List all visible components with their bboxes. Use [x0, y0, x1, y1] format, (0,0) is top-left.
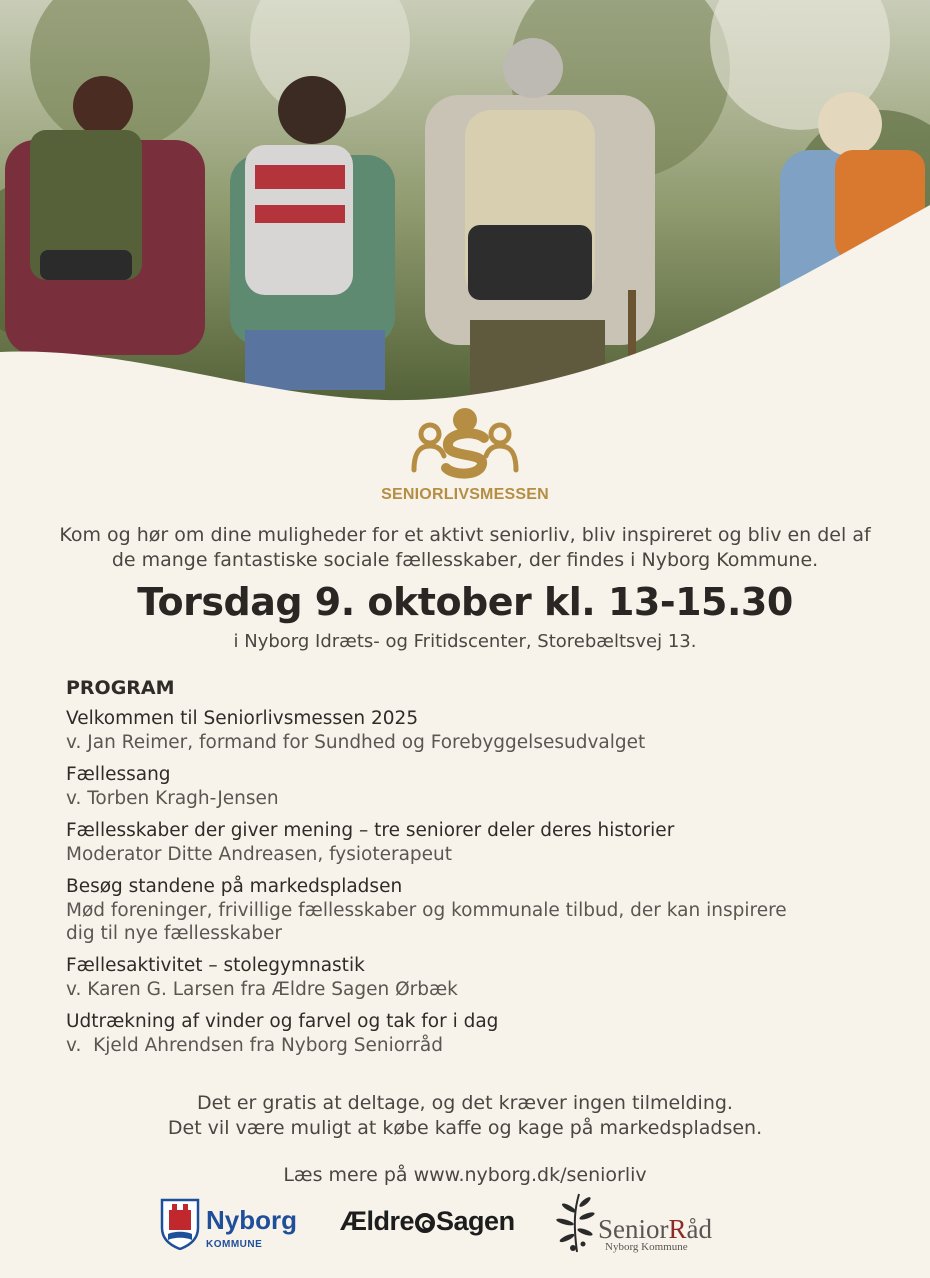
seniorraad-name-part1: Senior: [598, 1214, 669, 1244]
sagen-text: Sagen: [436, 1206, 515, 1236]
seniorlivsmessen-emblem-icon: [410, 404, 520, 480]
nyborg-shield-icon: [160, 1198, 200, 1250]
seniorraad-logo: [553, 1192, 743, 1258]
program-item-subtitle: Moderator Ditte Andreasen, fysioterapeut: [66, 844, 453, 865]
seniorraad-name-r: R: [668, 1214, 687, 1244]
program-item-title: Fællessang: [66, 764, 171, 785]
logo-text: SENIORLIVSMESSEN: [381, 486, 549, 503]
aeldre-sagen-ring-icon: [415, 1213, 435, 1233]
read-more-link[interactable]: Læs mere på www.nyborg.dk/seniorliv: [283, 1164, 647, 1186]
program-section: [66, 677, 886, 1066]
nyborg-kommune-logo: [160, 1198, 320, 1254]
intro-line-2: de mange fantastiske sociale fællesskaber, der findes i Nyborg Kommune.: [111, 549, 819, 571]
program-item-title: Velkommen til Seniorlivsmessen 2025: [66, 708, 419, 729]
program-item-subtitle: Mød foreninger, frivillige fællesskaber og kommunale tilbud, der kan inspirere dig til nye fællesskaber: [66, 900, 787, 944]
seniorraad-sub: Nyborg Kommune: [605, 1241, 688, 1253]
program-item-title: Besøg standene på markedspladsen: [66, 876, 403, 897]
olive-branch-icon: [553, 1192, 603, 1258]
aeldre-sagen-logo: [340, 1206, 530, 1246]
program-item: [66, 819, 886, 866]
program-item-subtitle: v. Kjeld Ahrendsen fra Nyborg Seniorråd: [66, 1035, 443, 1056]
program-item-subtitle: v. Jan Reimer, formand for Sundhed og Forebyggelsesudvalget: [66, 732, 646, 753]
program-title: PROGRAM: [66, 677, 175, 699]
intro-line-1: Kom og hør om dine muligheder for et aktivt seniorliv, bliv inspireret og bliv en del af: [59, 524, 871, 546]
program-item: [66, 763, 886, 810]
nyborg-name: Nyborg: [206, 1205, 297, 1235]
footer-line-1: Det er gratis at deltage, og det kræver ingen tilmelding.: [197, 1092, 733, 1114]
program-item-subtitle: v. Karen G. Larsen fra Ældre Sagen Ørbæk: [66, 979, 458, 1000]
footer-note: [0, 1091, 930, 1141]
program-item: [66, 875, 886, 945]
aeldre-text: Ældre: [340, 1206, 415, 1236]
sponsor-logos: [0, 1192, 930, 1262]
hero-photo: [0, 0, 930, 420]
event-date-headline: Torsdag 9. oktober kl. 13-15.30: [137, 580, 793, 624]
program-item-title: Fællesskaber der giver mening – tre seniorer deler deres historier: [66, 820, 675, 841]
seniorraad-name-part2: åd: [686, 1214, 712, 1244]
program-item: [66, 954, 886, 1001]
event-venue: i Nyborg Idræts- og Fritidscenter, Storebæltsvej 13.: [233, 631, 697, 652]
program-item: [66, 707, 886, 754]
footer-line-2: Det vil være muligt at købe kaffe og kage på markedspladsen.: [167, 1117, 763, 1139]
program-item-title: Udtrækning af vinder og farvel og tak for i dag: [66, 1011, 499, 1032]
program-item-title: Fællesaktivitet – stolegymnastik: [66, 955, 365, 976]
program-item-subtitle: v. Torben Kragh-Jensen: [66, 788, 279, 809]
seniorlivsmessen-logo: [0, 404, 930, 504]
intro-text: [0, 523, 930, 573]
nyborg-sub: KOMMUNE: [206, 1239, 263, 1250]
program-item: [66, 1010, 886, 1057]
